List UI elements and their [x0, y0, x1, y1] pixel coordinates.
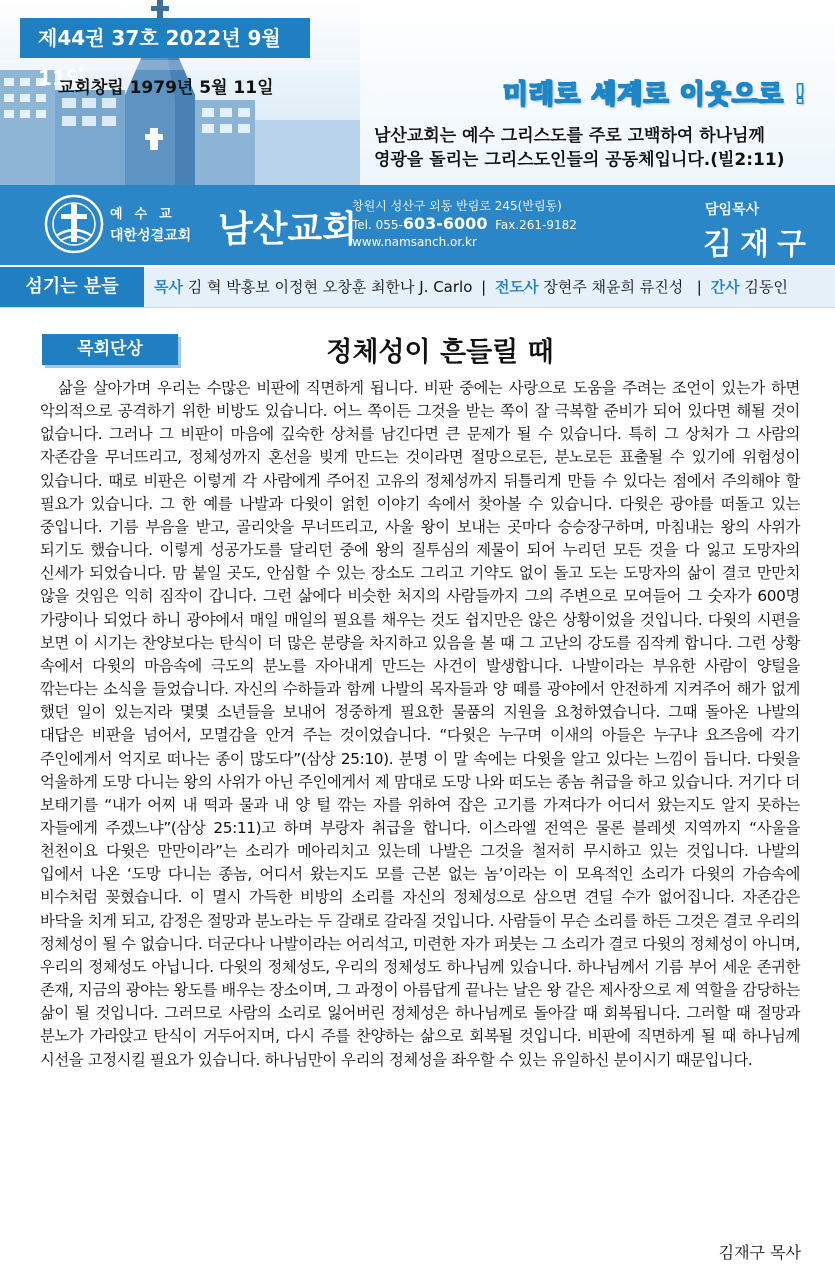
- address: 창원시 성산구 외동 반림로 245(반림동): [352, 199, 562, 213]
- website[interactable]: www.namsanch.or.kr: [352, 235, 477, 249]
- church-info-band: [0, 185, 835, 265]
- evangelists-names: 장현주 채윤희 류진성: [543, 278, 684, 296]
- denomination-bottom: 대한성결교회: [110, 228, 192, 244]
- staff-bar: [0, 267, 835, 308]
- pastors-role: 목사: [154, 278, 183, 296]
- article-body: [40, 377, 800, 1072]
- denomination-top: 예수교: [110, 207, 184, 222]
- mission-line: 남산교회는 예수 그리스도를 주로 고백하여 하나님께: [374, 126, 765, 146]
- article-paragraph: 삶을 살아가며 우리는 수많은 비판에 직면하게 됩니다. 비판 중에는 사랑으로 도움을 주려는 조언이 있는가 하면 악의적으로 공격하기 위한 비방도 있습니다. 어느 쪽이든 그것을 받는 쪽이 잘 극복할 준비가 되어 있다면 해될 것이 없습니다. 그러나 그 비판이 마음에 깊숙한 상처를 남긴다면 큰 문제가 될 수 있습니다. 특히 그 상처가 그 사람의 자존감을 무너뜨리고, 정체성까지 혼선을 빚게 만드는 것이라면 절망으로든, 분노로든 표출될 수 있기에 위험성이 있습니다. 때로 비판은 이렇게 각 사람에게 주어진 고유의 정체성까지 뒤틀리게 만들 수 있다는 점에서 주의해야 할 필요가 있습니다. 그 한 예를 나발과 다윗이 얽힌 이야기 속에서 찾아볼 수 있습니다. 다윗은 광야를 떠돌고 있는 중입니다. 기름 부음을 받고, 골리앗을 무너뜨리고, 사울 왕이 보내는 곳마다 승승장구하며, 마침내는 왕의 사위가 되기도 했습니다. 이렇게 성공가도를 달리던 중에 왕의 질투심의 제물이 되어 누리던 모든 것을 다 잃고 도망자의 신세가 되었습니다. 맘 붙일 곳도, 안심할 수 있는 장소도 그리고 기약도 없이 돌고 도는 도망자의 삶이 결코 만만치 않을 것임은 익히 짐작이 갑니다. 그런 삶에다 비슷한 처지의 사람들까지 그의 주변으로 모여들어 그 숫자가 600명 가량이나 되었다 하니 광야에서 매일 매일의 필요를 채우는 것도 쉽지만은 않은 상황이었을 것입니다. 다윗의 시편을 보면 이 시기는 찬양보다는 탄식이 더 많은 분량을 차지하고 있음을 볼 때 그 고난의 강도를 짐작케 합니다. 그런 상황 속에서 다윗의 마음속에 극도의 분노를 자아내게 만드는 사건이 발생합니다. 나발이라는 부유한 사람이 양털을 깎는다는 소식을 들었습니다. 자신의 수하들과 함께 나발의 목자들과 양 떼를 광야에서 안전하게 지켜주어 해가 없게 했던 일이 있는지라 몇몇 소년들을 보내어 정중하게 필요한 물품의 지원을 요청하였습니다. 그때 돌아온 나발의 대답은 비판을 넘어서, 모멸감을 안겨 주는 것이었습니다. “다윗은 누구며 이새의 아들은 누구냐 요즈음에 각기 주인에게서 억지로 떠나는 종이 많도다”(삼상 25:10). 분명 이 말 속에는 다윗을 알고 있다는 느낌이 듭니다. 다윗을 억울하게 도망 다니는 왕의 사위가 아닌 주인에게서 제 맘대로 도망 나와 떠도는 종놈 취급을 하고 있습니다. 거기다 더 보태기를 “내가 어찌 내 떡과 물과 내 양 털 깎는 자를 위하여 잡은 고기를 가져다가 어디서 왔는지도 알지 못하는 자들에게 주겠느냐”(삼상 25:11)고 하며 부랑자 취급을 합니다. 이스라엘 전역은 물론 블레셋 지역까지 “사울을 천천이요 다윗은 만만이라”는 소리가 메아리치고 있는데 나발은 그것을 철저히 무시하고 있는 것입니다. 나발의 입에서 나온 ‘도망 다니는 종놈, 어디서 왔는지도 모를 근본 없는 놈’이라는 이 모욕적인 소리가 다윗의 가슴속에 비수처럼 꽂혔습니다. 이 멸시 가득한 비방의 소리를 자신의 정체성으로 삼으면 견딜 수가 없어집니다. 자존감은 바닥을 치게 되고, 감정은 절망과 분노라는 두 갈래로 갈라질 것입니다. 사람들이 무슨 소리를 하든 그것은 결코 우리의 정체성이 될 수 없습니다. 더군다나 나발이라는 어리석고, 미련한 자가 퍼붓는 그 소리가 결코 다윗의 정체성이 아니며, 우리의 정체성도 아닙니다. 다윗의 정체성도, 우리의 정체성도 하나님께 있습니다. 하나님께서 기름 부어 세운 존귀한 존재, 지금의 광야는 왕도를 배우는 장소이며, 그 과정이 아름답게 끝나는 날은 왕 같은 제사장으로 제 역할을 감당하는 삶이 될 것입니다. 그러므로 사람의 소리로 잃어버린 정체성은 하나님께로 돌아갈 때 회복됩니다. 그러할 때 절망과 분노가 가라앉고 탄식이 거두어지며, 다시 주를 찬양하는 삶으로 회복될 것입니다. 비판에 직면하게 될 때 하나님께 시선을 고정시킬 필요가 있습니다. 하나님만이 우리의 정체성을 좌우할 수 있는 유일하신 분이시기 때문입니다.: [40, 379, 800, 1069]
- founding-date: 교회창립 1979년 5월 11일: [58, 78, 274, 98]
- issue-number: 제44권 37호 2022년 9월 11일: [20, 18, 310, 58]
- mission-line: 영광을 돌리는 그리스도인들의 공동체입니다.(빌2:11): [374, 150, 785, 170]
- secretary-role: 간사: [710, 278, 740, 296]
- church-logo-icon: [44, 194, 104, 254]
- staff-label: 섬기는 분들: [0, 267, 144, 307]
- secretary-name: 김동인: [744, 278, 788, 296]
- tel-main: 603-6000: [402, 214, 488, 233]
- mission-statement: [374, 124, 814, 172]
- fax: Fax.261-9182: [495, 218, 577, 232]
- divider: |: [692, 278, 702, 296]
- church-slogan: 미래로 세계로 이웃으로 !: [502, 80, 807, 110]
- divider: |: [481, 278, 487, 296]
- pastors-names: 김 혁 박홍보 이정현 오창훈 최한나 J. Carlo: [187, 278, 473, 296]
- evangelists-role: 전도사: [495, 278, 539, 296]
- column-tag: 목회단상: [42, 334, 178, 365]
- tel-prefix: Tel. 055-: [352, 218, 403, 232]
- phone-fax: [352, 215, 577, 234]
- staff-list: [154, 267, 788, 307]
- article-author: 김재구 목사: [718, 1243, 801, 1262]
- bulletin-header: [0, 0, 835, 185]
- senior-pastor-label: 담임목사: [705, 202, 760, 218]
- senior-pastor-name: 김재구: [703, 227, 814, 262]
- contact-info: [352, 198, 577, 251]
- church-name: 남산교회: [218, 208, 358, 250]
- article-title: 정체성이 흔들릴 때: [326, 337, 554, 368]
